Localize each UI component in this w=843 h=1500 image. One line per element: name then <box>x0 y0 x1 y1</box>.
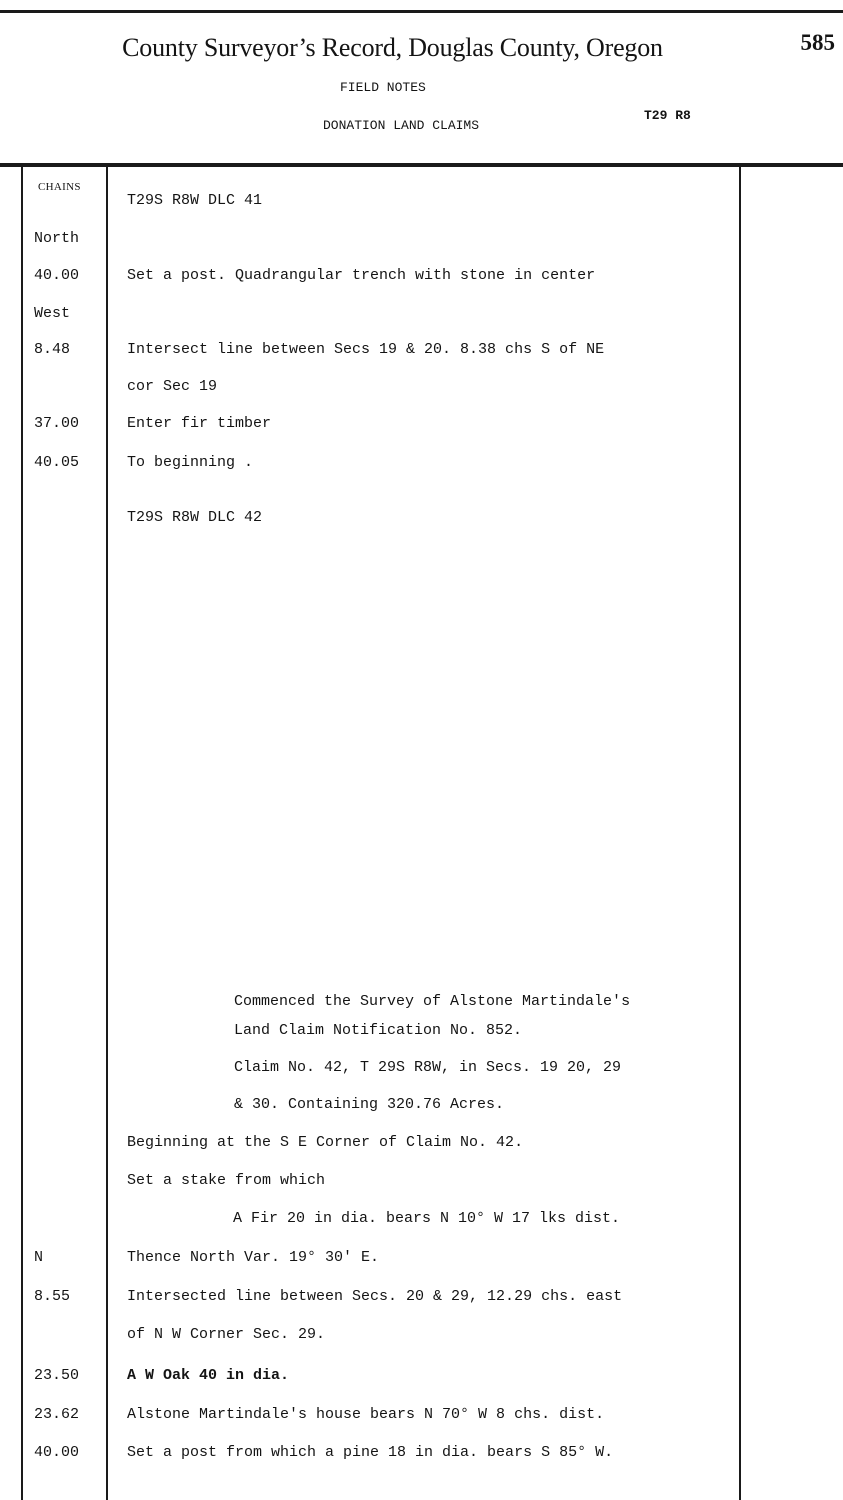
note-line: of N W Corner Sec. 29. <box>127 1326 326 1343</box>
chain-value: 40.05 <box>34 454 80 471</box>
claim-41-heading: T29S R8W DLC 41 <box>127 192 263 209</box>
note-line: Set a stake from which <box>127 1172 326 1189</box>
note-line: Set a post from which a pine 18 in dia. bears S 85° W. <box>127 1444 614 1461</box>
chain-value: 23.62 <box>34 1406 80 1423</box>
note-line: Set a post. Quadrangular trench with stone in center <box>127 267 596 284</box>
direction-n: N <box>34 1249 44 1266</box>
field-notes-heading: FIELD NOTES <box>340 80 426 95</box>
chains-column-rule <box>106 167 108 1500</box>
note-line: cor Sec 19 <box>127 378 218 395</box>
claim-42-heading: T29S R8W DLC 42 <box>127 509 263 526</box>
note-line: Intersect line between Secs 19 & 20. 8.38 chs S of NE <box>127 341 605 358</box>
direction-north: North <box>34 230 80 247</box>
note-line: Claim No. 42, T 29S R8W, in Secs. 19 20, 29 <box>234 1059 622 1076</box>
chain-value: 37.00 <box>34 415 80 432</box>
left-column-rule <box>21 167 23 1500</box>
chain-value: 8.48 <box>34 341 71 358</box>
donation-land-claims-heading: DONATION LAND CLAIMS <box>323 118 480 133</box>
note-line: Beginning at the S E Corner of Claim No. 42. <box>127 1134 524 1151</box>
note-line: Thence North Var. 19° 30' E. <box>127 1249 380 1266</box>
note-line: A Fir 20 in dia. bears N 10° W 17 lks dist. <box>233 1210 621 1227</box>
note-line: Alstone Martindale's house bears N 70° W 8 chs. dist. <box>127 1406 605 1423</box>
chains-column-header: CHAINS <box>38 181 81 193</box>
top-rule <box>0 10 843 13</box>
chain-value: 40.00 <box>34 1444 80 1461</box>
note-line: Intersected line between Secs. 20 & 29, 12.29 chs. east <box>127 1288 623 1305</box>
note-line: Enter fir timber <box>127 415 272 432</box>
chain-value: 8.55 <box>34 1288 71 1305</box>
note-line: A W Oak 40 in dia. <box>127 1367 290 1384</box>
note-line: Land Claim Notification No. 852. <box>234 1022 523 1039</box>
direction-west: West <box>34 305 71 322</box>
chain-value: 23.50 <box>34 1367 80 1384</box>
note-line: Commenced the Survey of Alstone Martindale's <box>234 993 631 1010</box>
page-number: 585 <box>800 30 835 55</box>
note-line: & 30. Containing 320.76 Acres. <box>234 1096 505 1113</box>
township-range-ref: T29 R8 <box>644 108 691 123</box>
page-title: County Surveyor’s Record, Douglas County, Oregon <box>122 33 663 62</box>
note-line: To beginning . <box>127 454 254 471</box>
chain-value: 40.00 <box>34 267 80 284</box>
header-rule <box>0 163 843 167</box>
right-column-rule <box>739 167 741 1500</box>
